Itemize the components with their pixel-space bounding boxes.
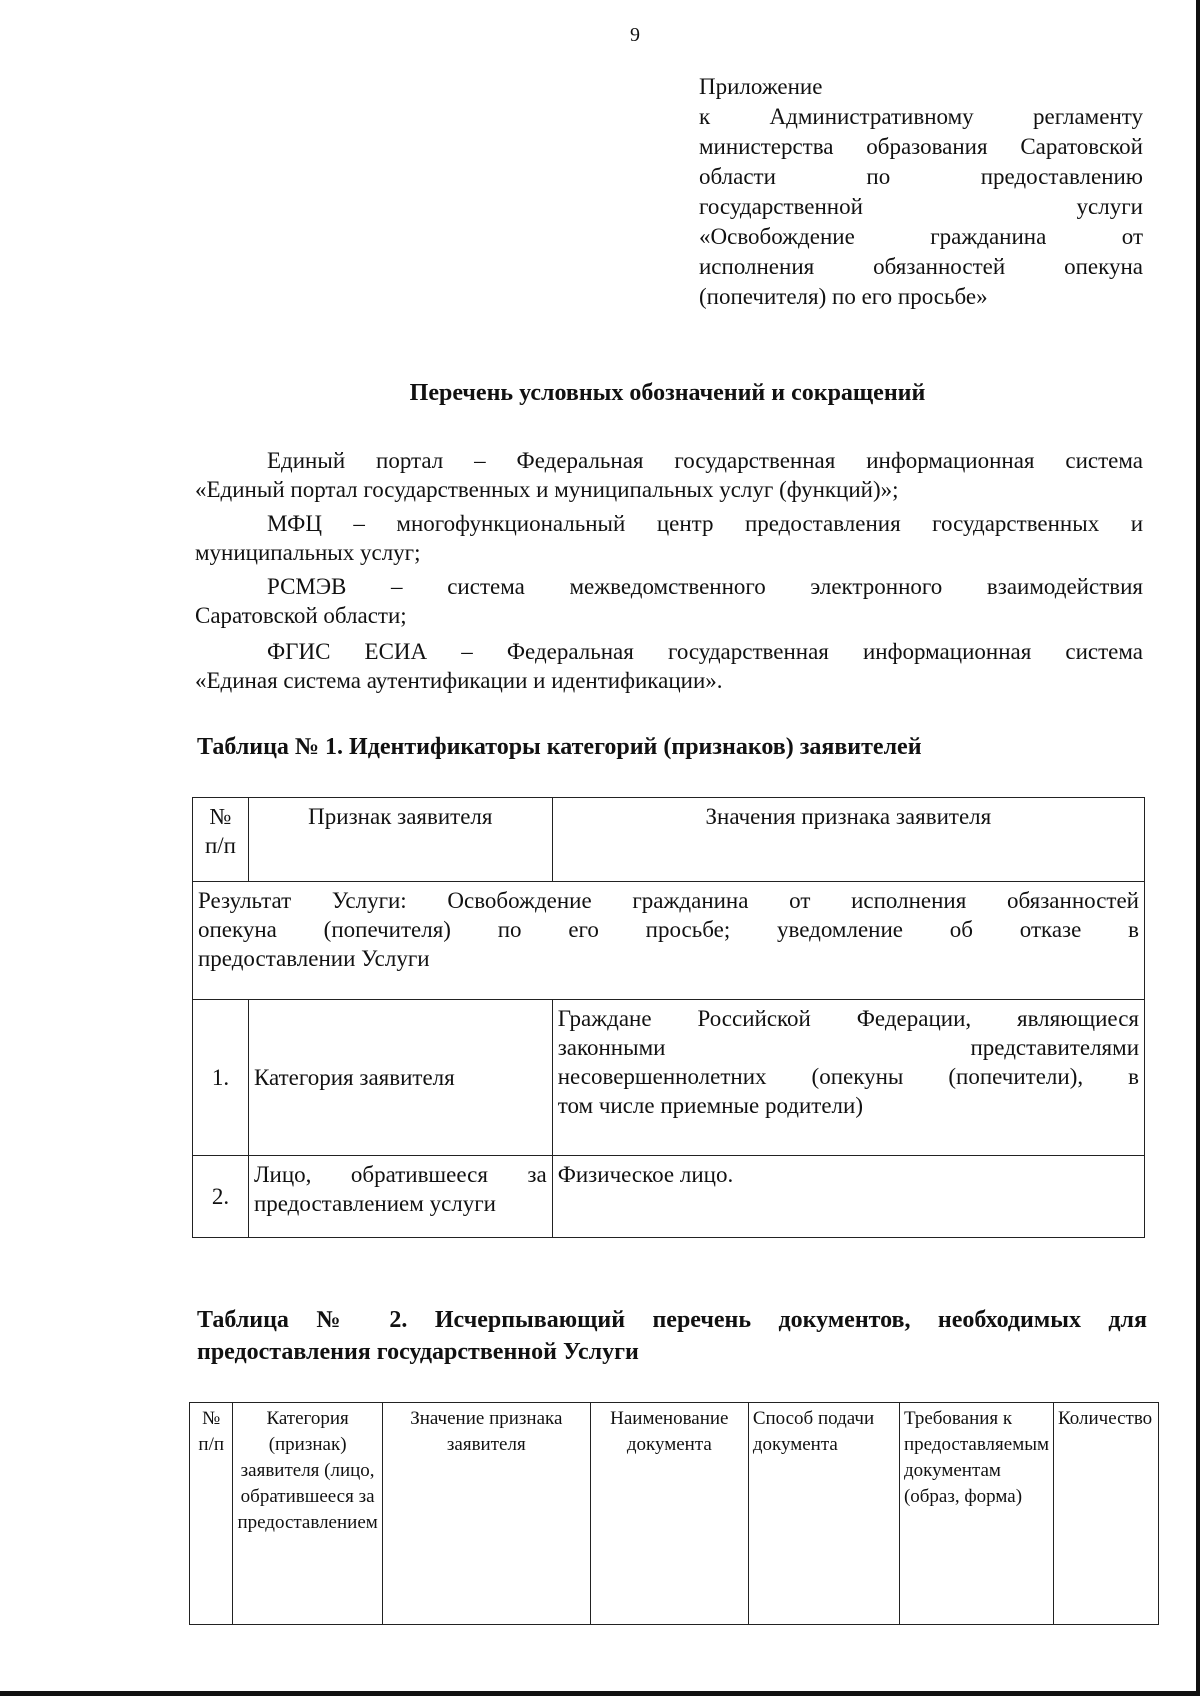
appendix-note [699, 72, 1143, 312]
definition-portal: Единый портал – Федеральная государственная информационная система «Единый портал государственных и муниципальных услуг (функций)»; [195, 448, 1143, 502]
appendix-line: исполнения обязанностей опекуна [699, 254, 1143, 279]
definition-mfc: МФЦ – многофункциональный центр предоставления государственных и муниципальных услуг; [195, 511, 1143, 565]
result-cell: Результат Услуги: Освобождение гражданина от исполнения обязанностей опекуна (попечителя) по его просьбе; уведомление об отказе в предоставлении Услуги [193, 882, 1145, 1000]
header-quantity: Количество [1054, 1403, 1159, 1625]
row-value: Физическое лицо. [552, 1156, 1144, 1238]
definition-fgis-esia: ФГИС ЕСИА – Федеральная государственная информационная система «Единая система аутентификации и идентификации». [195, 639, 1143, 693]
header-number: № п/п [190, 1403, 233, 1625]
table-row [193, 1000, 1145, 1156]
documents-table [189, 1402, 1159, 1625]
table2-title: Таблица № 2. Исчерпывающий перечень документов, необходимых для предоставления государственной Услуги [197, 1307, 1147, 1365]
header-values: Значения признака заявителя [552, 798, 1144, 882]
header-number: № п/п [193, 798, 249, 882]
page-edge-right [1196, 0, 1200, 1696]
table-header-row [193, 798, 1145, 882]
header-requirements: Требования к предоставляемым документам (образ, форма) [899, 1403, 1053, 1625]
appendix-line: министерства образования Саратовской [699, 134, 1143, 159]
appendix-line: государственной услуги [699, 194, 1143, 219]
appendix-line: к Административному регламенту [699, 104, 1143, 129]
header-document-name: Наименование документа [590, 1403, 748, 1625]
table1-title: Таблица № 1. Идентификаторы категорий (признаков) заявителей [197, 734, 922, 760]
header-feature-value: Значение признака заявителя [382, 1403, 590, 1625]
appendix-line: (попечителя) по его просьбе» [699, 284, 988, 309]
row-value: Граждане Российской Федерации, являющиеся законными представителями несовершеннолетних (опекуны (попечители), в том числе приемные родители) [552, 1000, 1144, 1156]
definition-rsmev: РСМЭВ – система межведомственного электронного взаимодействия Саратовской области; [195, 574, 1143, 628]
row-feature: Категория заявителя [248, 1000, 552, 1156]
appendix-line: Приложение [699, 74, 823, 99]
page-edge-bottom [0, 1691, 1200, 1696]
row-number: 1. [193, 1000, 249, 1156]
header-submission-method: Способ подачи документа [748, 1403, 899, 1625]
table-row [193, 1156, 1145, 1238]
table-header-row [190, 1403, 1159, 1625]
table-row-result [193, 882, 1145, 1000]
header-feature: Признак заявителя [248, 798, 552, 882]
section-heading: Перечень условных обозначений и сокращений [409, 380, 926, 406]
row-number: 2. [193, 1156, 249, 1238]
appendix-line: области по предоставлению [699, 164, 1143, 189]
header-applicant-category: Категория (признак) заявителя (лицо, обратившееся за предоставлением [233, 1403, 382, 1625]
appendix-line: «Освобождение гражданина от [699, 224, 1143, 249]
row-feature: Лицо, обратившееся за предоставлением услуги [248, 1156, 552, 1238]
page-number: 9 [630, 24, 640, 46]
applicant-categories-table [192, 797, 1145, 1238]
